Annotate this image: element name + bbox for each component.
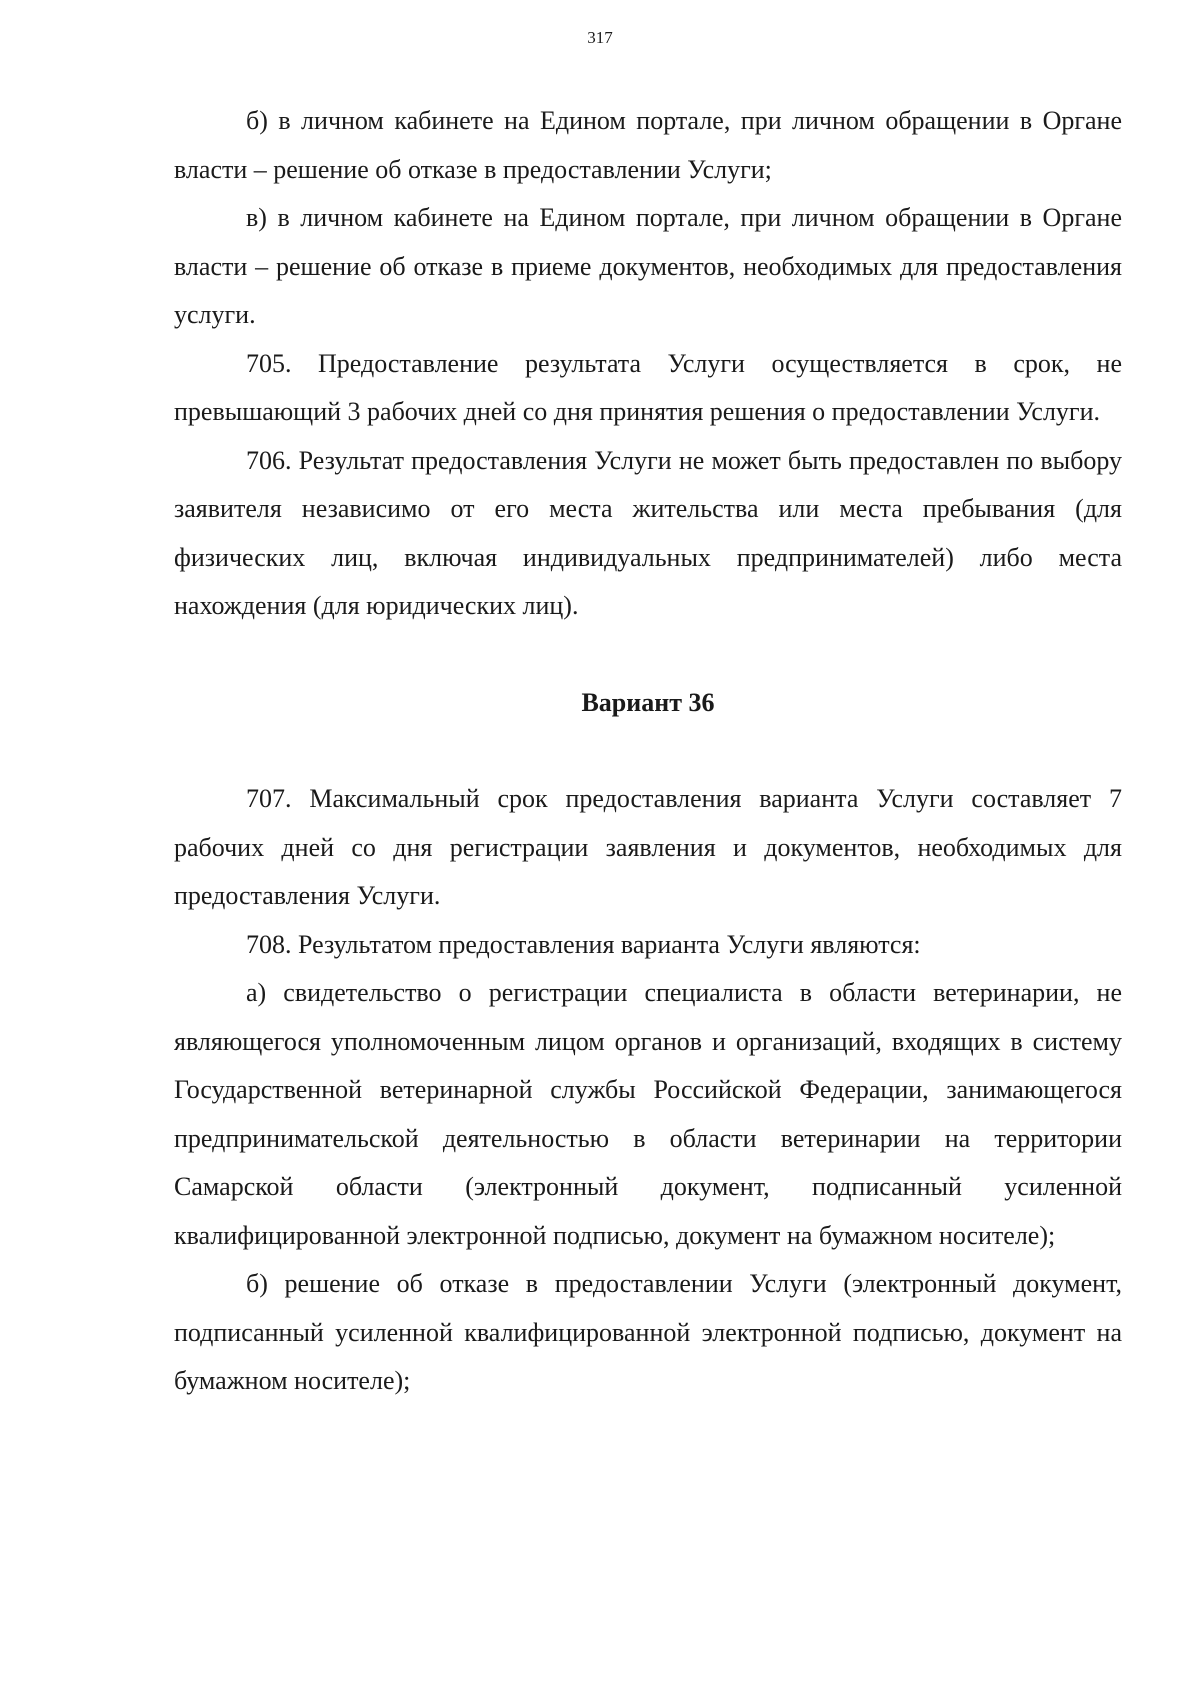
section-spacer-top — [174, 631, 1122, 679]
document-body — [174, 97, 1122, 1406]
paragraph-b-personal-cabinet: б) в личном кабинете на Едином портале, при личном обращении в Органе власти – решение об отказе в предоставлении Услуги; — [174, 106, 1122, 184]
paragraph-705: 705. Предоставление результата Услуги осуществляется в срок, не превышающий 3 рабочих дней со дня принятия решения о предоставлении Услуги. — [174, 348, 1122, 426]
paragraph-707: 707. Максимальный срок предоставления варианта Услуги составляет 7 рабочих дней со дня регистрации заявления и документов, необходимых для предоставления Услуги. — [174, 784, 1122, 910]
paragraph-b-refusal: б) решение об отказе в предоставлении Услуги (электронный документ, подписанный усиленной квалифицированной электронной подписью, документ на бумажном носителе); — [174, 1269, 1122, 1395]
paragraph-v-personal-cabinet: в) в личном кабинете на Едином портале, при личном обращении в Органе власти – решение об отказе в приеме документов, необходимых для предоставления услуги. — [174, 203, 1122, 329]
section-spacer-bottom — [174, 727, 1122, 775]
page-number: 317 — [587, 28, 613, 47]
paragraph-706: 706. Результат предоставления Услуги не может быть предоставлен по выбору заявителя независимо от его места жительства или места пребывания (для физических лиц, включая индивидуальных предпринимателей) либо места нахождения (для юридических лиц). — [174, 445, 1122, 620]
paragraph-a-certificate: а) свидетельство о регистрации специалиста в области ветеринарии, не являющегося уполномоченным лицом органов и организаций, входящих в систему Государственной ветеринарной службы Российской Федерации, занимающегося предпринимательской деятельностью в области ветеринарии на территории Самарской области (электронный документ, подписанный усиленной квалифицированной электронной подписью, документ на бумажном носителе); — [174, 978, 1122, 1250]
section-heading: Вариант 36 — [581, 687, 715, 717]
paragraph-708: 708. Результатом предоставления варианта Услуги являются: — [246, 929, 921, 959]
